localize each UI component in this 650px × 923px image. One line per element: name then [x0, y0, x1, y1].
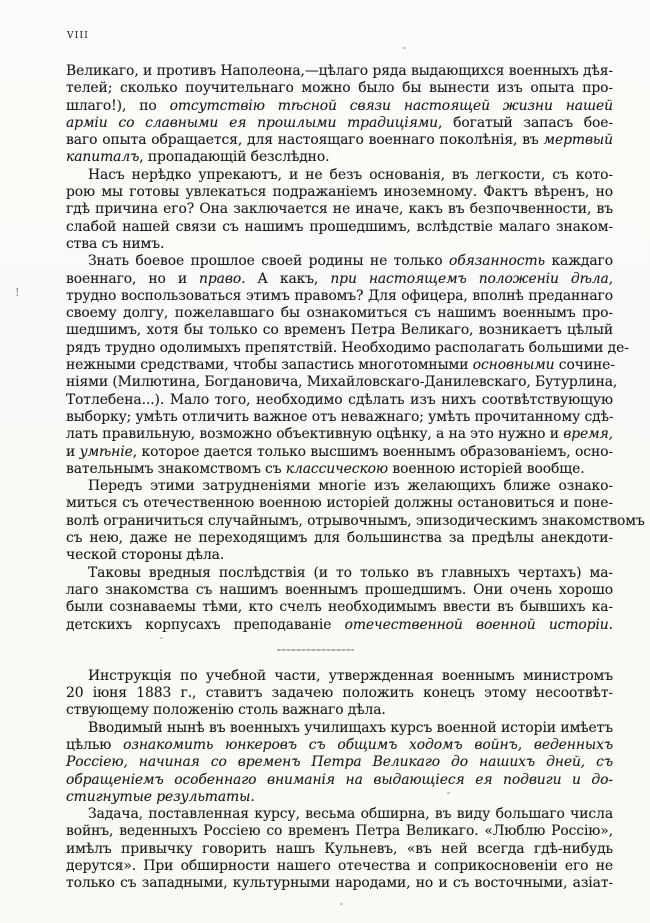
- text-line: [66, 841, 613, 858]
- text-run: имѣлъ привычку говорить нашъ Кульневъ, «въ ней всегда гдѣ-нибудь: [66, 840, 613, 857]
- text-line: [66, 858, 613, 875]
- text-line: [66, 201, 613, 218]
- text-run: , которое дается только высшимъ военнымъ образованіемъ, осно-: [132, 443, 613, 460]
- text-run: шедшимъ, хотя бы только со временъ Петра Великаго, возникаетъ цѣлый: [66, 322, 613, 339]
- text-line: [66, 322, 613, 339]
- text-line: [66, 806, 613, 823]
- text-line: [66, 357, 613, 374]
- section-divider-rule: [277, 649, 354, 651]
- text-run: волѣ ограничиться случайнымъ, отрывочнымъ, эпизодическимъ знакомствомъ: [66, 512, 645, 529]
- text-run: военнаго, но и: [66, 270, 200, 287]
- text-line: [66, 444, 613, 461]
- text-line: [66, 115, 613, 132]
- text-line: [66, 184, 613, 201]
- text-run: Таковы вредныя послѣдствія (и то только въ главныхъ чертахъ) ма-: [88, 564, 613, 581]
- italic-text-run: при настоящемъ положеніи дѣла,: [330, 270, 613, 287]
- italic-text-run: обращеніемъ особеннаго вниманія на выдающіеся ея подвиги и до-: [66, 771, 613, 788]
- text-line: [66, 599, 613, 616]
- italic-text-run: стигнутые результаты: [66, 788, 251, 805]
- italic-text-run: умѣніе: [79, 443, 133, 460]
- text-line: [66, 80, 613, 97]
- text-line: [66, 149, 613, 166]
- text-line: [66, 823, 613, 840]
- scan-speck: [447, 792, 450, 794]
- paragraph: [66, 253, 629, 478]
- text-line: [66, 426, 613, 443]
- text-run: трудно воспользоваться этимъ правомъ? Для офицера, вполнѣ преданнаго: [66, 287, 613, 304]
- text-line: [66, 547, 613, 564]
- scan-speck: [340, 903, 343, 905]
- text-run: войнъ, веденныхъ Россіею со временъ Петра Великаго. «Люблю Россію»,: [66, 823, 613, 840]
- text-run: телей; сколько поучительнаго можно было бы вынести изъ опыта про-: [66, 80, 613, 97]
- text-run: цѣлью: [66, 736, 124, 753]
- margin-print-artifact: !: [14, 285, 20, 300]
- text-line: [66, 288, 613, 305]
- text-run: Великаго, и противъ Наполеона,—цѣлаго ряда выдающихся военныхъ дѣя-: [66, 63, 613, 79]
- paragraph: [66, 720, 613, 806]
- text-run: детскихъ корпусахъ преподаваніе: [66, 616, 345, 633]
- text-run: рою мы готовы увлекаться подражаніемъ иноземному. Фактъ вѣренъ, но: [66, 184, 613, 201]
- paragraph: [66, 668, 613, 720]
- text-line: [66, 98, 613, 115]
- text-line: [66, 875, 613, 892]
- text-run: . А какъ,: [241, 270, 331, 287]
- paragraph: [66, 806, 613, 892]
- text-run: Задача, поставленная курсу, весьма обширна, въ виду большаго числа: [88, 806, 613, 823]
- text-line: [66, 685, 613, 702]
- italic-text-run: Россіею, начиная со временъ Петра Великаго до нашихъ дней, съ: [66, 754, 613, 771]
- text-run: Вводимый нынѣ въ военныхъ училищахъ курсъ военной исторіи имѣетъ: [88, 719, 613, 736]
- text-line: [66, 582, 613, 599]
- text-line: [66, 512, 645, 530]
- text-line: [66, 219, 613, 236]
- text-line: [66, 167, 613, 184]
- text-run: нежными средствами, чтобы запастись многотомными: [66, 357, 473, 374]
- text-line: [66, 702, 613, 719]
- text-run: 20 іюня 1883 г., ставитъ задачею положить конецъ этому несоотвѣт-: [66, 685, 613, 702]
- italic-text-run: основными: [472, 357, 555, 374]
- italic-text-run: обязанность: [449, 253, 545, 270]
- text-run: Передъ этими затрудненіями многіе изъ желающихъ ближе ознако-: [88, 478, 613, 495]
- text-run: лать правильную, возможно объективную оцѣнку, а на это нужно и: [66, 426, 564, 443]
- text-line: [66, 737, 613, 754]
- text-line: [66, 617, 613, 634]
- text-line: [66, 339, 629, 357]
- page-number: VIII: [67, 26, 89, 41]
- text-line: [66, 478, 613, 495]
- text-line: [66, 565, 613, 582]
- paragraph: [66, 565, 613, 634]
- text-run: шлаго!), по: [66, 97, 170, 114]
- text-line: [66, 720, 613, 737]
- text-run: .: [608, 616, 613, 633]
- text-line: [66, 236, 613, 253]
- text-run: съ нею, даже не переходящимъ для большинства за предѣлы анекдоти-: [66, 530, 613, 547]
- text-line: [66, 63, 613, 80]
- text-run: рядъ трудно одолимыхъ препятствій. Необходимо располагать большими де-: [66, 339, 629, 356]
- scan-speck: [403, 47, 406, 49]
- text-run: гдѣ причина его? Она заключается не иначе, какъ въ безпочвенности, въ: [66, 201, 613, 218]
- italic-text-run: арміи со славными ея прошлыми традиціями: [66, 114, 438, 131]
- italic-text-run: ознакомить юнкеровъ съ общимъ ходомъ войнъ, веденныхъ: [123, 736, 613, 753]
- italic-text-run: право: [199, 270, 242, 287]
- text-line: [66, 374, 618, 391]
- paragraph: [66, 478, 645, 564]
- text-line: [66, 772, 613, 789]
- text-run: ваго опыта обращается, для настоящаго военнаго поколѣнія, въ: [66, 132, 544, 149]
- text-line: [66, 392, 613, 409]
- italic-text-run: отечественной военной исторіи: [344, 616, 609, 633]
- text-run: ства съ нимъ.: [66, 235, 165, 252]
- text-run: Насъ нерѣдко упрекаютъ, и не безъ основанія, въ легкости, съ кото-: [88, 166, 613, 183]
- italic-text-run: время,: [563, 426, 613, 443]
- text-line: [66, 271, 613, 288]
- italic-text-run: классическою: [285, 460, 389, 477]
- paragraph: [66, 167, 613, 253]
- italic-text-run: отсутствію тѣсной связи настоящей жизни нашей: [169, 97, 613, 114]
- text-line: [66, 409, 613, 426]
- text-line: [66, 668, 613, 685]
- text-run: ческой стороны дѣла.: [66, 547, 225, 564]
- italic-text-run: капиталъ: [66, 149, 140, 166]
- text-line: [66, 253, 613, 270]
- text-run: выборку; умѣть отличить важное отъ неважнаго; умѣть прочитанному сдѣ-: [66, 408, 614, 425]
- text-run: каждаго: [545, 253, 613, 270]
- text-line: [66, 495, 613, 512]
- text-run: лаго знакомства съ нашимъ военнымъ прошедшимъ. Они очень хорошо: [66, 581, 613, 598]
- text-run: ніями (Милютина, Богдановича, Михайловскаго-Данилевскаго, Бутурлина,: [66, 374, 618, 391]
- text-run: сочине-: [554, 357, 615, 374]
- text-run: своему долгу, пожелавшаго бы ознакомиться съ нашимъ военнымъ про-: [66, 305, 613, 322]
- text-run: Знать боевое прошлое своей родины не только: [88, 253, 450, 270]
- text-run: военною исторіей вообще.: [388, 460, 585, 477]
- text-line: [66, 530, 613, 547]
- text-run: были сознаваемы тѣми, кто счелъ необходимымъ ввести въ бывшихъ ка-: [66, 599, 613, 616]
- text-run: миться съ отечественною военною исторіей должны остановиться и поне-: [66, 495, 613, 512]
- paragraph: [66, 63, 613, 167]
- text-run: Тотлебена...). Мало того, необходимо сдѣлать изъ нихъ соотвѣтствующую: [66, 391, 613, 408]
- text-run: .: [250, 788, 255, 805]
- text-run: слабой нашей связи съ нашимъ прошедшимъ, вслѣдствіе малаго знаком-: [66, 218, 613, 235]
- text-line: [66, 461, 613, 478]
- scan-speck: [160, 637, 163, 639]
- text-run: вательнымъ знакомствомъ съ: [66, 460, 286, 477]
- text-run: только съ западными, культурными народами, но и съ восточными, азіат-: [66, 875, 613, 892]
- text-run: дерутся». При обширности нашего отечества и соприкосновеніи его не: [66, 858, 613, 875]
- italic-text-run: мертвый: [543, 132, 613, 149]
- text-line: [66, 132, 613, 149]
- text-run: , богатый запасъ бое-: [438, 114, 613, 131]
- text-run: и: [66, 443, 80, 460]
- text-run: Инструкція по учебной части, утвержденная военнымъ министромъ: [88, 667, 613, 684]
- text-run: ствующему положенію столь важнаго дѣла.: [66, 702, 386, 719]
- text-line: [66, 754, 613, 771]
- text-line: [66, 305, 613, 322]
- page-text: [66, 63, 645, 893]
- text-run: , пропадающій безслѣдно.: [139, 149, 330, 166]
- text-line: [66, 789, 613, 806]
